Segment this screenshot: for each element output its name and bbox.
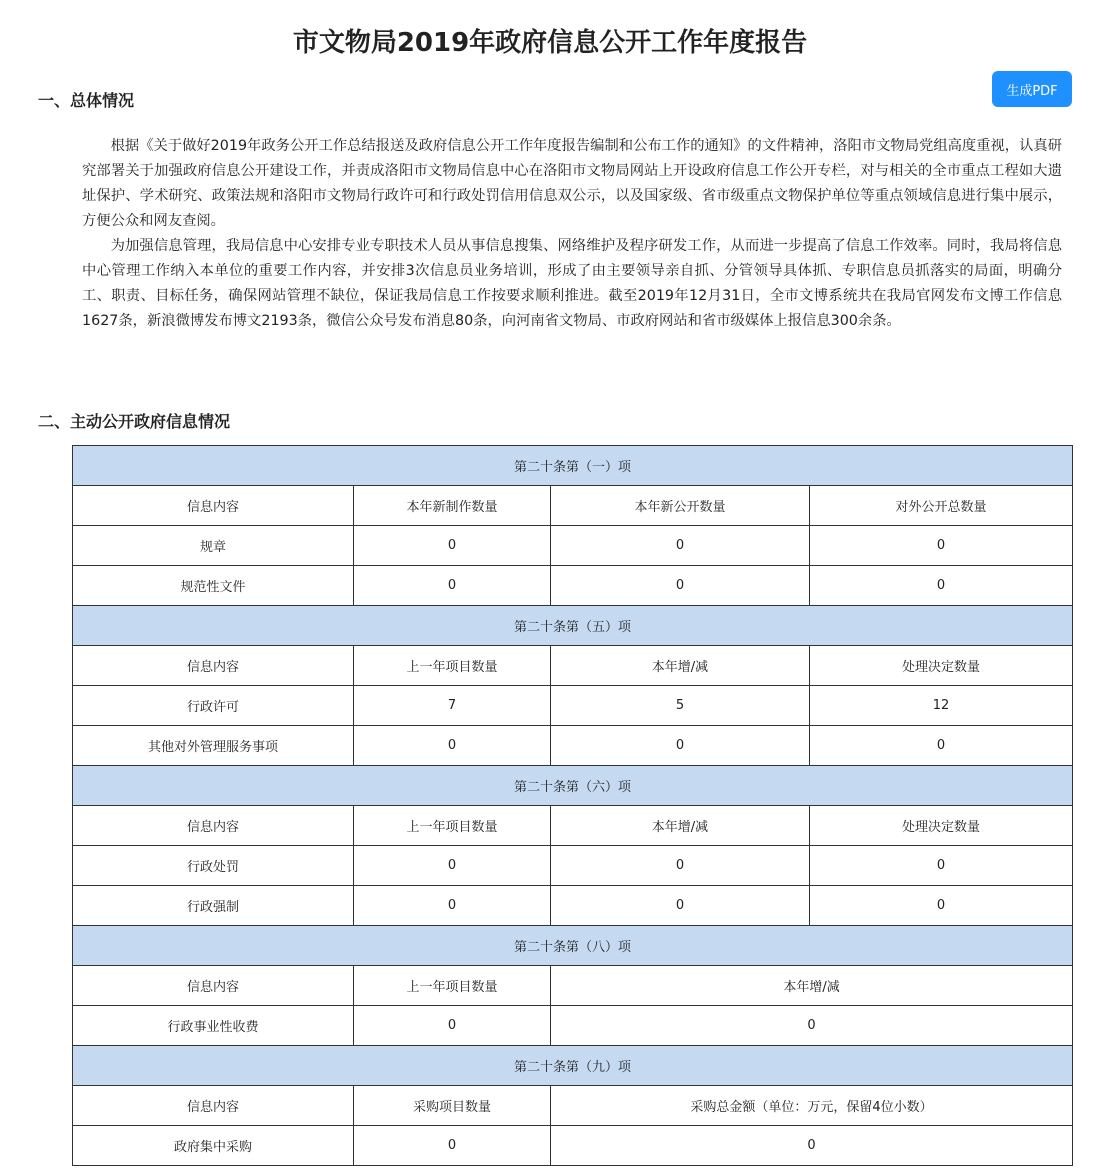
section-title-cell: 第二十条第（八）项	[73, 926, 1073, 966]
column-header: 本年新制作数量	[354, 486, 551, 526]
table-cell: 0	[354, 566, 551, 606]
table-cell: 7	[354, 686, 551, 726]
table-cell: 其他对外管理服务事项	[73, 726, 354, 766]
table-column-header-row	[73, 486, 1073, 526]
table-cell: 0	[354, 1006, 551, 1046]
table-column-header-row	[73, 1086, 1073, 1126]
column-header: 信息内容	[73, 646, 354, 686]
section-heading-overview: 一、总体情况	[38, 91, 135, 110]
column-header: 本年增/减	[551, 966, 1073, 1006]
column-header: 本年新公开数量	[551, 486, 810, 526]
table-cell: 行政处罚	[73, 846, 354, 886]
section-title-cell: 第二十条第（六）项	[73, 766, 1073, 806]
table-cell: 0	[354, 726, 551, 766]
table-column-header-row	[73, 966, 1073, 1006]
table-cell: 政府集中采购	[73, 1126, 354, 1166]
table-cell: 0	[810, 726, 1073, 766]
table-row	[73, 846, 1073, 886]
column-header: 采购项目数量	[354, 1086, 551, 1126]
table-cell: 0	[551, 886, 810, 926]
table-cell: 0	[551, 846, 810, 886]
table-cell: 规章	[73, 526, 354, 566]
table-row	[73, 526, 1073, 566]
table-cell: 12	[810, 686, 1073, 726]
table-cell: 0	[354, 1126, 551, 1166]
overview-paragraph: 为加强信息管理，我局信息中心安排专业专职技术人员从事信息搜集、网络维护及程序研发工作，从而进一步提高了信息工作效率。同时，我局将信息中心管理工作纳入本单位的重要工作内容，并安排3次信息员业务培训，形成了由主要领导亲自抓、分管领导具体抓、专职信息员抓落实的局面，明确分工、职责、目标任务，确保网站管理不缺位，保证我局信息工作按要求顺利推进。截至2019年12月31日，全市文博系统共在我局官网发布文博工作信息1627条，新浪微博发布博文2193条，微信公众号发布消息80条，向河南省文物局、市政府网站和省市级媒体上报信息300余条。	[82, 238, 1062, 329]
table-cell: 行政强制	[73, 886, 354, 926]
column-header: 上一年项目数量	[354, 966, 551, 1006]
table-cell: 行政许可	[73, 686, 354, 726]
table-cell: 0	[810, 846, 1073, 886]
column-header: 信息内容	[73, 1086, 354, 1126]
table-cell: 规范性文件	[73, 566, 354, 606]
table-cell: 0	[551, 566, 810, 606]
table-cell: 0	[551, 526, 810, 566]
table-column-header-row	[73, 806, 1073, 846]
table-row	[73, 726, 1073, 766]
table-cell: 0	[810, 886, 1073, 926]
table-column-header-row	[73, 646, 1073, 686]
column-header: 本年增/减	[551, 806, 810, 846]
column-header: 处理决定数量	[810, 646, 1073, 686]
table-cell: 0	[810, 566, 1073, 606]
column-header: 上一年项目数量	[354, 646, 551, 686]
generate-pdf-button[interactable]: 生成PDF	[992, 71, 1072, 107]
section-title-cell: 第二十条第（一）项	[73, 446, 1073, 486]
overview-paragraph: 根据《关于做好2019年政务公开工作总结报送及政府信息公开工作年度报告编制和公布工作的通知》的文件精神，洛阳市文物局党组高度重视，认真研究部署关于加强政府信息公开建设工作，并责成洛阳市文物局信息中心在洛阳市文物局网站上开设政府信息工作公开专栏，对与相关的全市重点工程如大遗址保护、学术研究、政策法规和洛阳市文物局行政许可和行政处罚信用信息双公示，以及国家级、省市级重点文物保护单位等重点领域信息进行集中展示，方便公众和网友查阅。	[82, 138, 1062, 229]
column-header: 对外公开总数量	[810, 486, 1073, 526]
table-section-header	[73, 926, 1073, 966]
column-header: 处理决定数量	[810, 806, 1073, 846]
table-row	[73, 566, 1073, 606]
column-header: 信息内容	[73, 486, 354, 526]
table-row	[73, 686, 1073, 726]
column-header: 本年增/减	[551, 646, 810, 686]
page-title: 市文物局2019年政府信息公开工作年度报告	[292, 28, 808, 58]
column-header: 上一年项目数量	[354, 806, 551, 846]
table-cell: 5	[551, 686, 810, 726]
table-cell: 0	[551, 1006, 1073, 1046]
column-header: 采购总金额（单位：万元，保留4位小数）	[551, 1086, 1073, 1126]
table-row	[73, 1006, 1073, 1046]
table-cell: 0	[354, 526, 551, 566]
table-section-header	[73, 446, 1073, 486]
table-cell: 0	[551, 1126, 1073, 1166]
table-section-header	[73, 1046, 1073, 1086]
table-row	[73, 886, 1073, 926]
table-cell: 0	[810, 526, 1073, 566]
section-heading-disclosure: 二、主动公开政府信息情况	[38, 412, 231, 431]
table-cell: 0	[551, 726, 810, 766]
column-header: 信息内容	[73, 966, 354, 1006]
section-title-cell: 第二十条第（九）项	[73, 1046, 1073, 1086]
table-section-header	[73, 766, 1073, 806]
table-cell: 0	[354, 886, 551, 926]
table-row	[73, 1126, 1073, 1166]
column-header: 信息内容	[73, 806, 354, 846]
table-cell: 行政事业性收费	[73, 1006, 354, 1046]
overview-text	[82, 134, 1062, 334]
disclosure-table	[72, 445, 1073, 1166]
table-cell: 0	[354, 846, 551, 886]
section-title-cell: 第二十条第（五）项	[73, 606, 1073, 646]
table-section-header	[73, 606, 1073, 646]
